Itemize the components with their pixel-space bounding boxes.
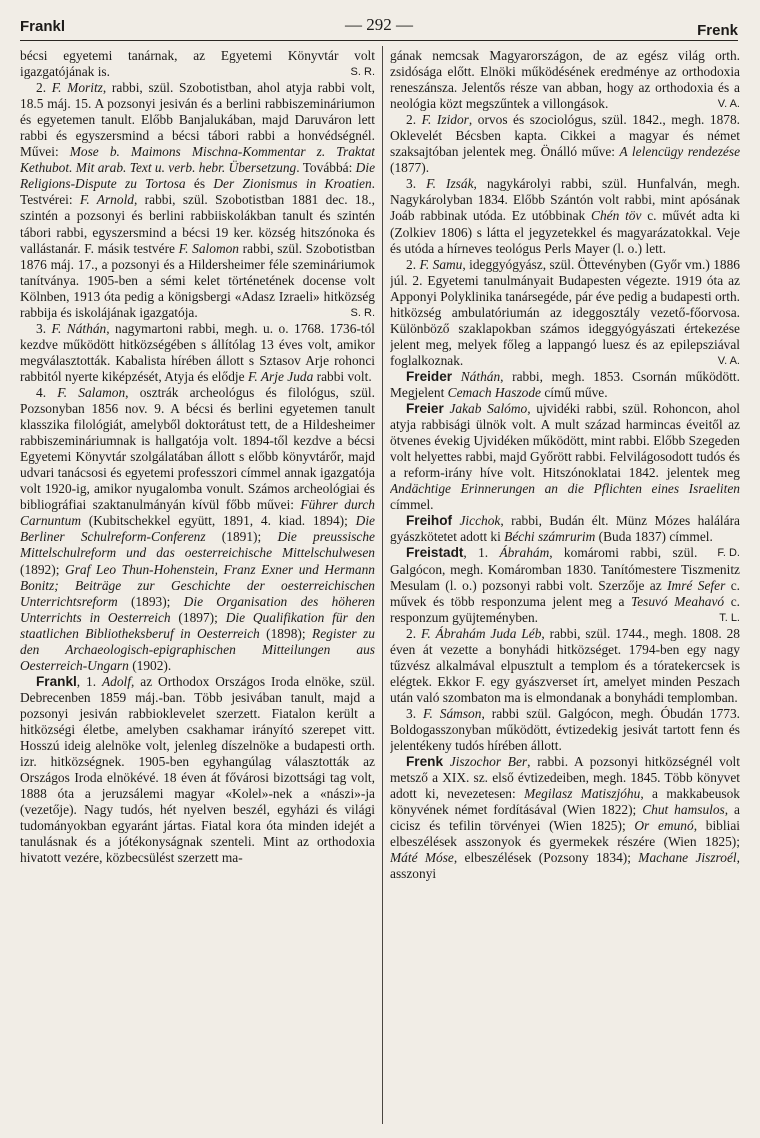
entry-text: , komáromi rabbi, szül. Galgócon, megh. Komáromban 1830. Tanítómestere Tiszmenitz Mesulam (l. o.) pozsonyi rabbi volt. Szerzője az — [390, 545, 740, 593]
entry-text: 2. — [406, 625, 421, 641]
italic-text: F. Arnold — [79, 192, 134, 208]
entry-paragraph — [20, 674, 375, 867]
entry-text: (1897); — [170, 609, 226, 625]
italic-text: F. Samu — [419, 256, 463, 272]
entry-headword: Frenk — [406, 754, 444, 770]
entry-text: , 1. — [76, 673, 102, 689]
italic-text: Cemach Haszode — [447, 384, 541, 400]
entry-text: 4. — [36, 384, 58, 400]
italic-text: Or emunó — [634, 818, 694, 834]
italic-text: Der Zionismus in Kroatien — [213, 176, 372, 192]
italic-text: Mose b. Maimons Mischna-Kommentar z. Traktat Kethubot. Mit arab. Text u. verb. hebr. Übersetzung — [20, 144, 375, 176]
entry-paragraph — [20, 385, 375, 674]
italic-text: Andächtige Erinnerungen an die Pflichten eines Israeliten — [390, 481, 740, 497]
italic-text: F. Salomon — [178, 240, 239, 256]
entry-text: , az Orthodox Országos Iroda elnöke, szül. Debrecenben 1859 máj.-ban. Több jesivában tanult, majd a pozsonyi jesiván rabbioklevelet szerzett. Fiatalon került a hitközségi életbe, amelyben csakhamar irányító szerepet vitt. Hosszú ideig alelnöke volt, jelenleg díszelnöke a budapesti orth. izr. hitközségnek. 1905-ben egyhangúlag választották az Országos Iroda elnökévé. 18 éven át fővárosi bizottsági tag volt, 1888 óta a jeruzsálemi magyar «Kolel»-nek a «nászi»-ja (vezetője). Nagy tudós, hét nyelven beszél, egyházi és világi tudományokban egyaránt jártas. Fiatal kora óta minden idejét a tanulásnak és a jótékonyságnak szenteli. Mint az orthodoxia hivatott vezére, közbecsülést szerzett ma- — [20, 673, 375, 866]
entry-text: rabbi, szül. Szobotistban 1876 máj. 17., a pozsonyi és a Hildersheimer féle szemináriumok tanítványa. 1905-ben a sémi kelet történetének docense volt Kölnben, 1913 óta pedig a königsbergi «Adasz Izraeli» hitközség rabbija és iskolájának igazgatója. — [20, 240, 375, 320]
entry-text: gának nemcsak Magyarországon, de az egész világ orth. zsidósága előtt. Elnöki működésének eredménye az orthodoxia reneszánsza. Jelentős része van abban, hogy az orthodoxia és a neológia közt megszűntek a villongások. — [390, 48, 740, 112]
entry-text: bécsi egyetemi tanárnak, az Egyetemi Könyvtár volt igazgatójának is. — [20, 48, 375, 80]
entry-text: . Továbbá: — [296, 160, 356, 176]
italic-text: Máté Móse — [390, 850, 454, 866]
entry-headword: Freistadt — [406, 545, 464, 561]
right-column — [390, 48, 740, 1128]
author-signature: T. L. — [719, 611, 740, 624]
entry-paragraph — [390, 706, 740, 754]
entry-text: , nagymartoni rabbi, megh. u. o. 1768. 1736-tól kezdve működött hitközségében s állítólag 13 éves volt, amikor megválasztották. Kabalista hírében állott s Sztasov Arje rohonci rabbitól nyerte kiképzését, Atyja és elődje — [20, 320, 375, 384]
author-signature: S. R. — [350, 66, 375, 79]
entry-paragraph — [390, 545, 740, 625]
italic-text: F. Salamon — [57, 384, 126, 400]
entry-text: , nagykárolyi rabbi, szül. Hunfalván, megh. Nagykárolyban 1834. Előbb Szántón volt rabbi, mint apósának Joáb rabbinak utóda. Ez utóbbinak — [390, 176, 740, 224]
entry-text: (Kubitschekkel együtt, 1891, 4. kiad. 1894); — [81, 513, 356, 529]
italic-text: Jiszochor Ber — [449, 754, 528, 770]
left-column — [20, 48, 375, 1128]
entry-text: , elbeszélések (Pozsony 1834); — [453, 850, 639, 866]
entry-text: rabbi volt. — [313, 368, 372, 384]
entry-text: , rabbi, szül. 1744., megh. 1808. 28 éven át vezette a bonyhádi hitközséget. 1794-ben egy nagy tűzvész alkalmával elpusztult a templom és a tóratekercsek is elégtek. Ekkor F. egy gyászverset írt, amelyet minden Peszach után való szombaton ma is elmondanak a bonyhádi templomban. — [390, 625, 740, 705]
italic-text: Die Organisation des höheren Unterrichts in Oesterreich — [20, 593, 375, 625]
entry-paragraph — [390, 369, 740, 401]
entry-paragraph — [390, 257, 740, 369]
author-signature: V. A. — [717, 354, 740, 367]
entry-paragraph — [390, 176, 740, 256]
italic-text: F. Náthán — [51, 320, 107, 336]
entry-text: (1877). — [390, 160, 430, 176]
entry-text: , rabbi, Budán élt. Münz Mózes halálára gyászkötetet adott ki — [390, 513, 740, 545]
entry-headword: Freider — [406, 368, 453, 384]
entry-text: , a makkabeusok könyvének német fordításával (Wien 1822); — [390, 786, 740, 818]
entry-text: , rabbi szül. Galgócon, megh. Óbudán 1773. Boldogasszonyban működött, évtizedekig jesivát tartott fenn és jelentékeny tudós hírében állott. — [390, 705, 740, 754]
entry-headword: Freier — [406, 401, 444, 417]
entry-text: c. művek és több responzuma jelent meg a — [390, 577, 740, 609]
entry-text: 2. — [36, 80, 52, 96]
italic-text: Machane Jiszroél — [638, 850, 737, 866]
entry-text: (1892); — [20, 561, 66, 577]
entry-text: , orvos és szociológus, szül. 1842., megh. 1878. Oklevelét Bécsben kapta. Cikkei a magyar és német szaksajtóban jelentek meg. Önálló műve: — [390, 112, 740, 160]
italic-text: A lelencügy rendezése — [619, 144, 740, 160]
entry-text: (1893); — [117, 593, 184, 609]
entry-text: , asszonyi — [390, 850, 740, 882]
entry-text: 2. — [406, 256, 420, 272]
italic-text: Die Religions-Dispute zu Tortosa — [20, 160, 375, 192]
entry-text: , a cicisz és tefilin törvényei (Wien 1825); — [390, 802, 740, 834]
entry-text: (1902). — [128, 657, 172, 673]
italic-text: Náthán — [460, 368, 501, 384]
entry-text: , 1. — [463, 545, 500, 561]
entry-text: c. responzum gyüjteményben. — [390, 593, 740, 625]
entry-text: , rabbi, szül. Szobotistban 1881 dec. 18., szintén a pozsonyi és berlini rabbiiskolákban tanult és szintén tábori rabbi, egyszersmind a bécsi 19 ker. község hitszónoka és vallástanár. F. másik testvére — [20, 192, 375, 256]
italic-text: Ábrahám — [499, 545, 550, 561]
entry-text: , bibliai elbeszélések asszonyok és gyermekek részére (Wien 1825); — [390, 818, 740, 850]
italic-text: Jakab Salómo — [449, 401, 528, 417]
header-left-keyword: Frankl — [20, 18, 66, 35]
italic-text: Die Qualifikation für den staatlichen Bibliotheksberuf in Oesterreich — [20, 609, 375, 641]
italic-text: F. Izidor — [421, 112, 469, 128]
entry-text: címmel. — [390, 497, 434, 513]
entry-text: (Buda 1837) címmel. — [595, 529, 713, 545]
author-signature: F. D. — [717, 547, 740, 560]
italic-text: F. Ábrahám Juda Léb — [420, 625, 542, 641]
entry-paragraph — [20, 80, 375, 321]
italic-text: Imré Sefer — [667, 577, 726, 593]
italic-text: F. Arje Juda — [247, 368, 314, 384]
italic-text: Die Berliner Schulreform-Conferenz — [20, 513, 375, 545]
column-divider — [382, 46, 383, 1124]
entry-text: . Testvérei: — [20, 176, 375, 208]
italic-text: F. Moritz — [51, 80, 103, 96]
entry-text: , osztrák archeológus és filológus, szül. Pozsonyban 1856 nov. 9. A bécsi és berlini egyetemen tanult klasszika filológiát, amelyből doktorátust tett, de a Hildesheimer rabbiszemináriumnak is hallgatója volt. 1894-től kezdve a bécsi Egyetemi Könyvtár szolgálatában állott s előbb könyvtárőr, majd udvari tanácsosi és egyetemi professzori címmel annak igazgatója volt 1920-ig, amikor nyugalomba vonult. Számos archeológiai és bibliográfiai szaktanulmányán kívül főbb művei: — [20, 384, 375, 513]
entry-text: , rabbi. A pozsonyi hitközségnél volt metsző a XIX. sz. első évtizedeiben, megh. 1845. Több könyvet adott ki, nevezetesen: — [390, 754, 740, 802]
entry-text: (1891); — [205, 529, 278, 545]
entry-headword: Freihof — [406, 513, 453, 529]
italic-text: Adolf — [101, 673, 131, 689]
header-right-keyword: Frenk — [697, 22, 738, 39]
author-signature: S. R. — [350, 306, 375, 319]
entry-text: , ideggyógyász, szül. Öttevényben (Győr vm.) 1886 júl. 2. Egyetemi tanulmányait Budapesten végezte. 1919 óta az Apponyi Polyklinika tanársegéde, pár éve pedig a budapesti orth. hitközség ambulatóriumán az ideggosztály vezető-főorvosa. Különböző szaklapokban számos ideggyógyászati értekezése jelent meg, melyek főleg a lappangó luesz és az epilepsziával foglalkoznak. — [390, 256, 740, 368]
italic-text: Jicchok — [459, 513, 501, 529]
entry-text: , ujvidéki rabbi, szül. Rohoncon, ahol atyja rabbisági ülnök volt. A mult század harmincas éveitől az ötvenes évekig Ujvidéken működött, mint rabbi. Előbb Szegeden volt helyettes rabbi, majd Győrött rabbi. Felvilágosodott tudós és a reform-irány híve volt. Hitszónoklatai 1842. jelentek meg — [390, 401, 740, 481]
italic-text: Graf Leo Thun-Hohenstein, Franz Exner und Hermann Bonitz; Beiträge zur Geschichte der oesterreichischen Unterrichtsreform — [20, 561, 375, 609]
entry-paragraph — [390, 626, 740, 706]
entry-text: 3. — [406, 705, 424, 721]
entry-text: 3. — [406, 176, 427, 192]
italic-text: Tesuvó Meahavó — [630, 593, 725, 609]
entry-text: c. művét adta ki (Zolkiev 1806) s látta el jegyzetekkel és magyarázatokkal. Veje és utóda a hírneves teológus Perls Mayer (l. o.) lett. — [390, 208, 740, 256]
entry-paragraph — [20, 321, 375, 385]
italic-text: Die preussische Mittelschulreform und das oesterreichische Mittelschulwesen — [20, 529, 375, 561]
entry-headword: Frankl — [36, 673, 77, 689]
page-number: — 292 — — [345, 15, 413, 34]
entry-paragraph — [390, 112, 740, 176]
author-signature: V. A. — [717, 98, 740, 111]
entry-text: 2. — [406, 112, 422, 128]
italic-text: Megilasz Matiszjóhu — [524, 786, 641, 802]
italic-text: Führer durch Carnuntum — [20, 497, 375, 529]
italic-text: F. Izsák — [426, 176, 474, 192]
entry-text: 3. — [36, 320, 52, 336]
entry-text: , rabbi, megh. 1853. Csornán működött. Megjelent — [390, 368, 740, 400]
entry-text: , rabbi, szül. Szobotistban, ahol atyja rabbi volt, 18.5 máj. 15. A pozsonyi jesiván és a berlini rabbiszemináriumon és egyetemen tanult. Előbb Banjalukában, majd Daruváron lett rabbi és egyszersmind a bécsi tábori rabbi a honvédségnél. Művei: — [20, 80, 375, 160]
entry-text — [452, 369, 461, 384]
entry-text: (1898); — [259, 625, 313, 641]
entry-paragraph — [390, 48, 740, 112]
entry-paragraph — [390, 401, 740, 513]
italic-text: Register zu den Archaeologisch-epigraphischen Mitteilungen aus Oesterreich-Ungarn — [20, 625, 375, 673]
italic-text: F. Sámson — [423, 705, 482, 721]
italic-text: Béchi számrurim — [504, 529, 596, 545]
entry-text — [443, 754, 450, 769]
entry-text: című műve. — [541, 384, 608, 400]
page-header — [20, 12, 738, 41]
entry-paragraph — [20, 48, 375, 80]
italic-text: Chén töv — [591, 208, 642, 224]
entry-text: és — [185, 176, 214, 192]
entry-paragraph — [390, 754, 740, 882]
italic-text: Chut hamsulos — [642, 802, 725, 818]
